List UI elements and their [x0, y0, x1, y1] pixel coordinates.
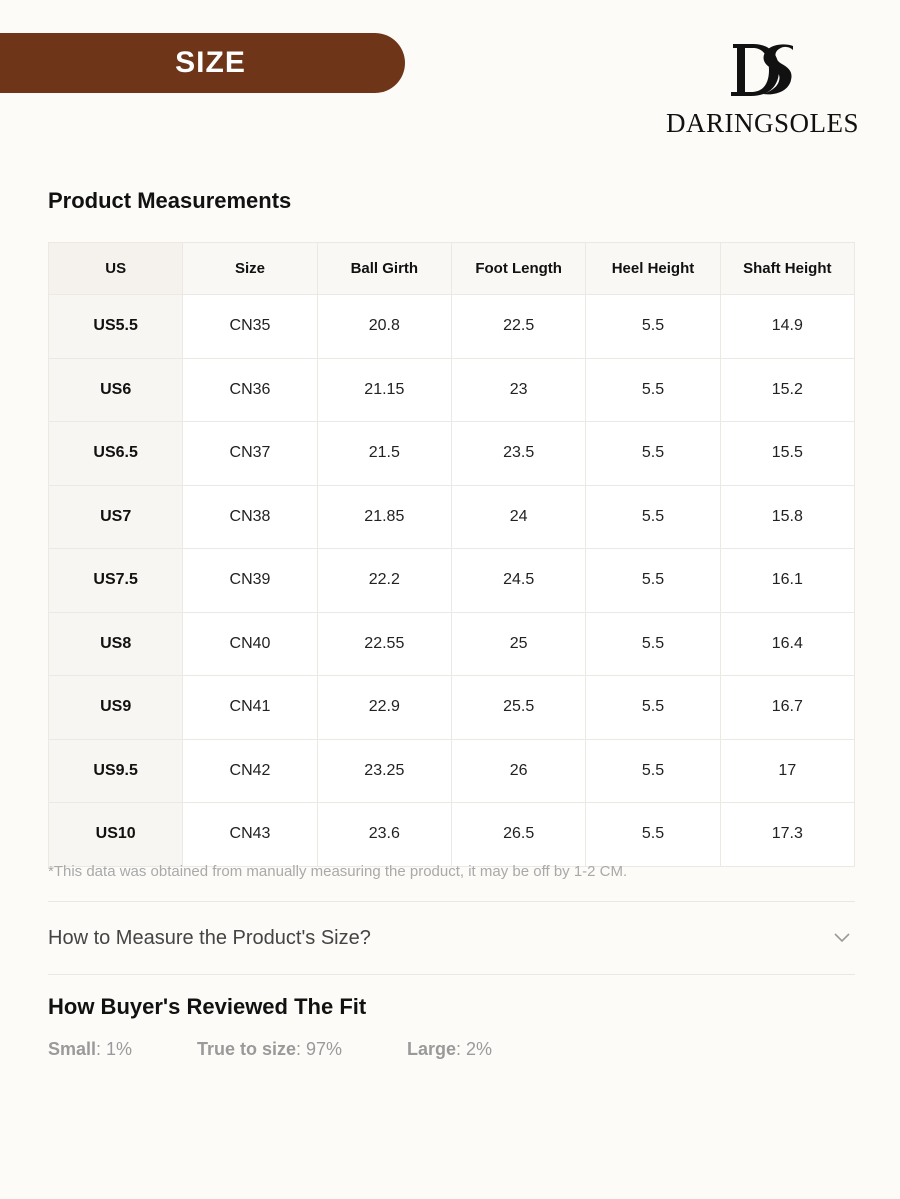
table-cell: 5.5: [586, 676, 720, 740]
table-cell: 15.8: [720, 485, 854, 549]
fit-true-to-size: True to size: 97%: [197, 1039, 343, 1059]
table-cell: US6.5: [49, 422, 183, 486]
column-header: Ball Girth: [317, 243, 451, 295]
table-cell: CN42: [183, 739, 317, 803]
table-cell: US7: [49, 485, 183, 549]
table-cell: CN41: [183, 676, 317, 740]
table-cell: US6: [49, 358, 183, 422]
table-row: [49, 676, 855, 740]
column-header: Foot Length: [451, 243, 585, 295]
column-header: US: [49, 243, 183, 295]
table-row: [49, 803, 855, 867]
table-cell: 5.5: [586, 485, 720, 549]
measurement-note: *This data was obtained from manually measuring the product, it may be off by 1-2 CM.: [48, 863, 628, 880]
table-cell: CN38: [183, 485, 317, 549]
table-cell: 22.5: [451, 295, 585, 359]
table-cell: 5.5: [586, 358, 720, 422]
table-cell: 23.5: [451, 422, 585, 486]
table-row: [49, 422, 855, 486]
table-header-row: [49, 243, 855, 295]
table-cell: 5.5: [586, 422, 720, 486]
size-banner: [0, 33, 405, 93]
table-cell: 23: [451, 358, 585, 422]
table-cell: 24: [451, 485, 585, 549]
table-cell: 16.7: [720, 676, 854, 740]
divider: [48, 974, 855, 975]
size-banner-label: SIZE: [175, 46, 246, 79]
table-cell: 24.5: [451, 549, 585, 613]
table-row: [49, 739, 855, 803]
table-cell: US9: [49, 676, 183, 740]
table-cell: CN40: [183, 612, 317, 676]
table-cell: CN37: [183, 422, 317, 486]
table-cell: 21.15: [317, 358, 451, 422]
table-cell: US9.5: [49, 739, 183, 803]
brand-monogram-icon: [727, 40, 799, 100]
table-row: [49, 295, 855, 359]
how-to-measure-toggle[interactable]: [48, 902, 855, 974]
table-cell: 21.85: [317, 485, 451, 549]
table-cell: US8: [49, 612, 183, 676]
table-row: [49, 358, 855, 422]
table-cell: 26.5: [451, 803, 585, 867]
table-cell: CN43: [183, 803, 317, 867]
table-cell: 22.55: [317, 612, 451, 676]
table-cell: 22.2: [317, 549, 451, 613]
table-row: [49, 549, 855, 613]
table-cell: 25.5: [451, 676, 585, 740]
table-cell: 14.9: [720, 295, 854, 359]
table-cell: 26: [451, 739, 585, 803]
fit-review-title: How Buyer's Reviewed The Fit: [48, 994, 367, 1019]
table-cell: 23.6: [317, 803, 451, 867]
table-cell: 21.5: [317, 422, 451, 486]
table-cell: 22.9: [317, 676, 451, 740]
table-cell: 5.5: [586, 739, 720, 803]
table-cell: CN35: [183, 295, 317, 359]
table-cell: 5.5: [586, 549, 720, 613]
brand-name: DARINGSOLES: [665, 108, 859, 138]
table-cell: 20.8: [317, 295, 451, 359]
table-cell: 25: [451, 612, 585, 676]
table-cell: 17: [720, 739, 854, 803]
table-cell: US10: [49, 803, 183, 867]
chevron-down-icon: [831, 927, 853, 949]
table-cell: 23.25: [317, 739, 451, 803]
column-header: Shaft Height: [720, 243, 854, 295]
table-cell: 16.4: [720, 612, 854, 676]
table-cell: CN39: [183, 549, 317, 613]
measurements-title: Product Measurements: [48, 188, 292, 213]
table-cell: 16.1: [720, 549, 854, 613]
how-to-measure-label: How to Measure the Product's Size?: [48, 926, 371, 949]
table-row: [49, 612, 855, 676]
table-cell: 5.5: [586, 803, 720, 867]
fit-large: Large: 2%: [407, 1039, 493, 1059]
table-cell: CN36: [183, 358, 317, 422]
table-cell: 5.5: [586, 612, 720, 676]
table-cell: 5.5: [586, 295, 720, 359]
table-cell: US7.5: [49, 549, 183, 613]
table-cell: US5.5: [49, 295, 183, 359]
table-cell: 15.5: [720, 422, 854, 486]
fit-small: Small: 1%: [48, 1039, 133, 1059]
brand-logo: [660, 40, 865, 139]
table-row: [49, 485, 855, 549]
column-header: Size: [183, 243, 317, 295]
measurements-table: [48, 242, 855, 867]
table-cell: 15.2: [720, 358, 854, 422]
column-header: Heel Height: [586, 243, 720, 295]
table-cell: 17.3: [720, 803, 854, 867]
